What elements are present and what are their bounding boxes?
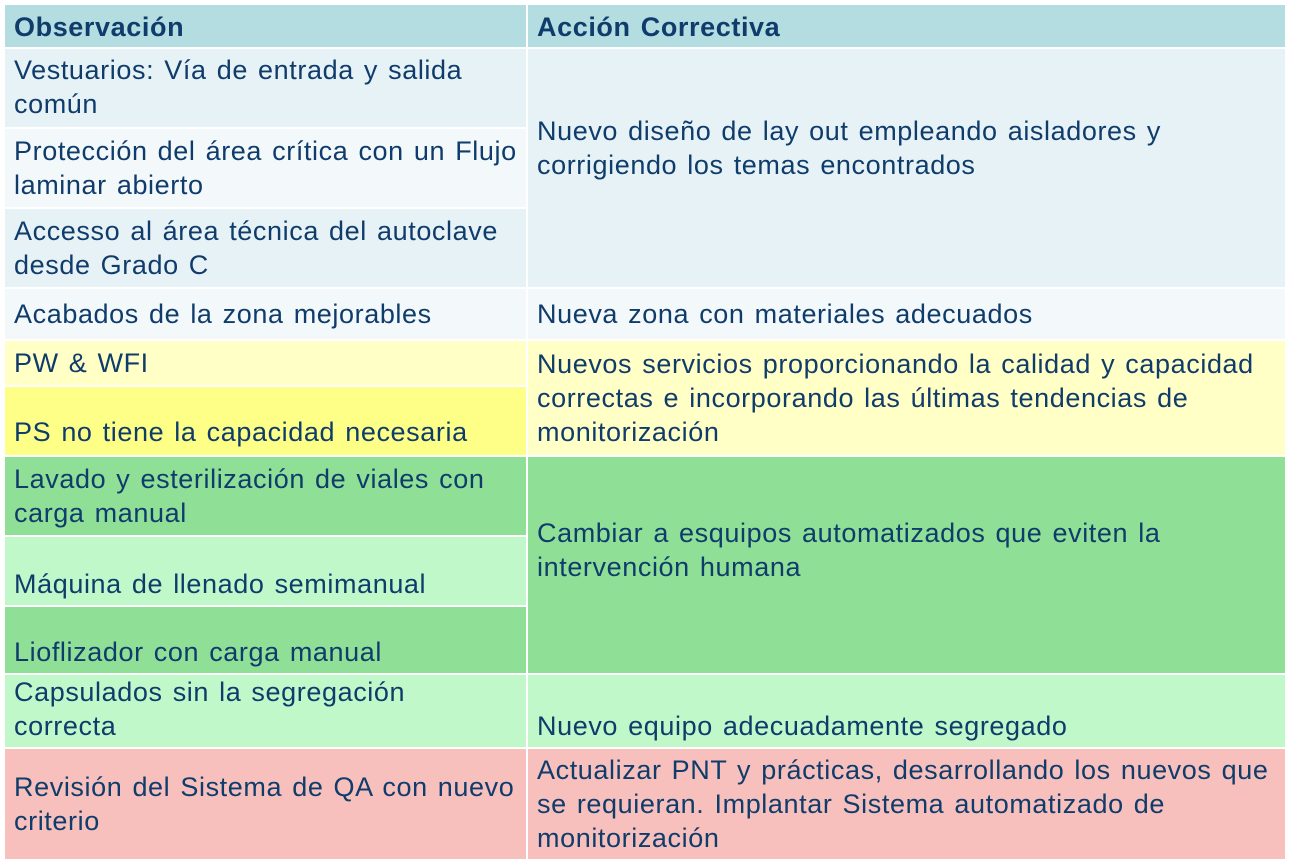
action-cell: Nuevo equipo adecuadamente segregado	[527, 674, 1286, 748]
table-row	[4, 748, 1286, 860]
action-cell: Nuevos servicios proporcionando la calidad y capacidad correctas e incorporando las últimas tendencias de monitorización	[527, 340, 1286, 456]
action-cell: Cambiar a esquipos automatizados que eviten la intervención humana	[527, 456, 1286, 674]
table-row	[4, 340, 1286, 386]
table-header-row	[4, 4, 1286, 48]
observation-cell: Revisión del Sistema de QA con nuevo criterio	[4, 748, 527, 860]
table-row	[4, 48, 1286, 128]
action-cell: Actualizar PNT y prácticas, desarrollando los nuevos que se requieran. Implantar Sistema automatizado de monitorización	[527, 748, 1286, 860]
corrective-actions-table	[3, 3, 1287, 861]
table-row	[4, 674, 1286, 748]
table-row	[4, 288, 1286, 340]
action-cell: Nueva zona con materiales adecuados	[527, 288, 1286, 340]
observation-cell: PW & WFI	[4, 340, 527, 386]
observation-cell: Lavado y esterilización de viales con carga manual	[4, 456, 527, 536]
table-row	[4, 456, 1286, 536]
column-header-observacion: Observación	[4, 4, 527, 48]
column-header-accion-correctiva: Acción Correctiva	[527, 4, 1286, 48]
action-cell: Nuevo diseño de lay out empleando aisladores y corrigiendo los temas encontrados	[527, 48, 1286, 288]
observation-cell: PS no tiene la capacidad necesaria	[4, 386, 527, 456]
observation-cell: Vestuarios: Vía de entrada y salida común	[4, 48, 527, 128]
observation-cell: Lioflizador con carga manual	[4, 606, 527, 674]
observation-cell: Acabados de la zona mejorables	[4, 288, 527, 340]
observation-cell: Protección del área crítica con un Flujo laminar abierto	[4, 128, 527, 208]
observation-cell: Accesso al área técnica del autoclave desde Grado C	[4, 208, 527, 288]
observation-cell: Capsulados sin la segregación correcta	[4, 674, 527, 748]
observation-cell: Máquina de llenado semimanual	[4, 536, 527, 606]
